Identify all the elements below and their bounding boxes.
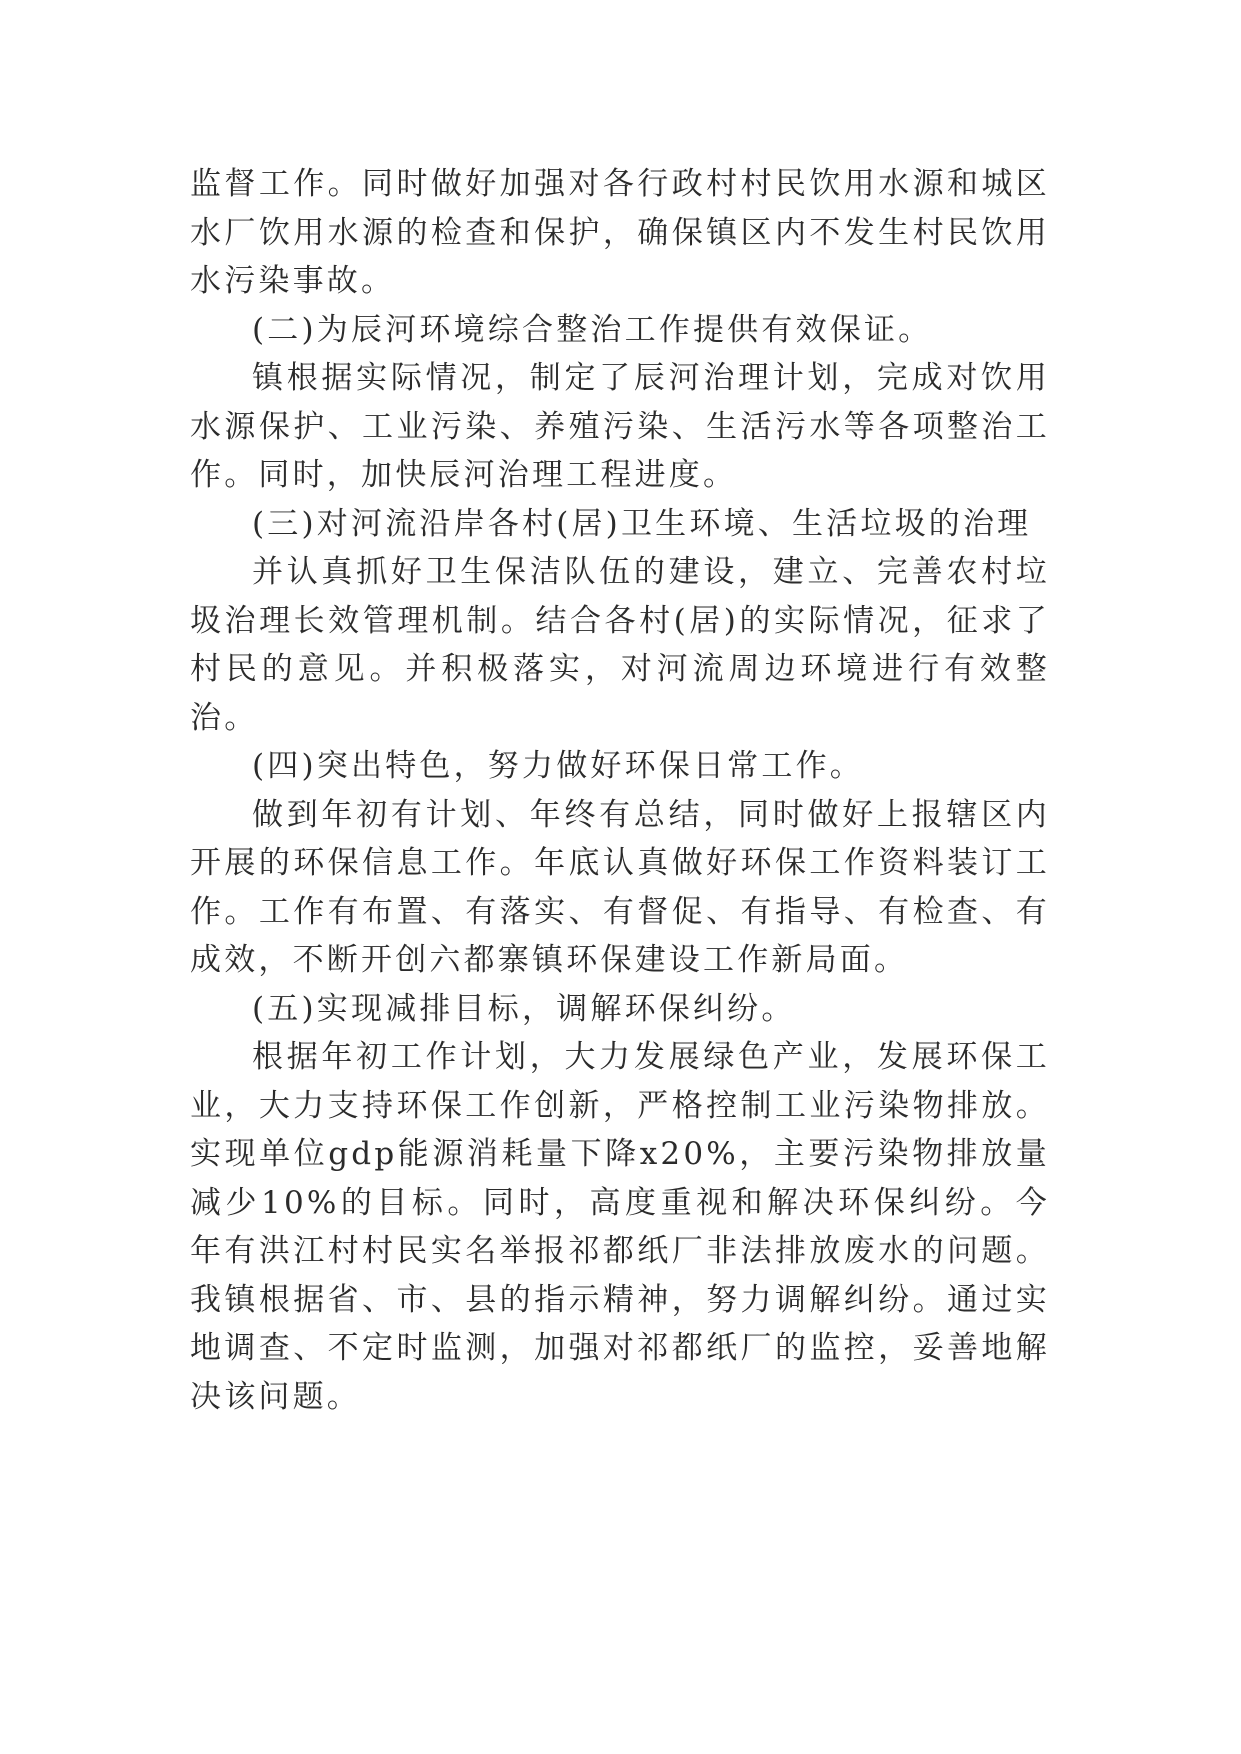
paragraph-continuation: 监督工作。同时做好加强对各行政村村民饮用水源和城区水厂饮用水源的检查和保护，确保镇区内不发生村民饮用水污染事故。 [190,166,1050,299]
paragraph-daily-work: 做到年初有计划、年终有总结，同时做好上报辖区内开展的环保信息工作。年底认真做好环保工作资料装订工作。工作有布置、有落实、有督促、有指导、有检查、有成效，不断开创六都寨镇环保建设工作新局面。 [190,796,1050,978]
paragraph-emission-targets: 根据年初工作计划，大力发展绿色产业，发展环保工业，大力支持环保工作创新，严格控制工业污染物排放。实现单位gdp能源消耗量下降x20%，主要污染物排放量减少10%的目标。同时，高度重视和解决环保纠纷。今年有洪江村村民实名举报祁都纸厂非法排放废水的问题。我镇根据省、市、县的指示精神，努力调解纠纷。通过实地调查、不定时监测，加强对祁都纸厂的监控，妥善地解决该问题。 [190,1039,1050,1415]
section-heading-5: (五)实现减排目标，调解环保纠纷。 [252,990,796,1027]
document-body [190,160,1050,1421]
paragraph-sanitation: 并认真抓好卫生保洁队伍的建设，建立、完善农村垃圾治理长效管理机制。结合各村(居)的实际情况，征求了村民的意见。并积极落实，对河流周边环境进行有效整治。 [190,554,1050,736]
section-heading-3: (三)对河流沿岸各村(居)卫生环境、生活垃圾的治理 [252,505,1032,542]
section-heading-2: (二)为辰河环境综合整治工作提供有效保证。 [252,311,933,348]
paragraph-chenhe-plan: 镇根据实际情况，制定了辰河治理计划，完成对饮用水源保护、工业污染、养殖污染、生活污水等各项整治工作。同时，加快辰河治理工程进度。 [190,360,1050,493]
section-heading-4: (四)突出特色，努力做好环保日常工作。 [252,748,864,784]
